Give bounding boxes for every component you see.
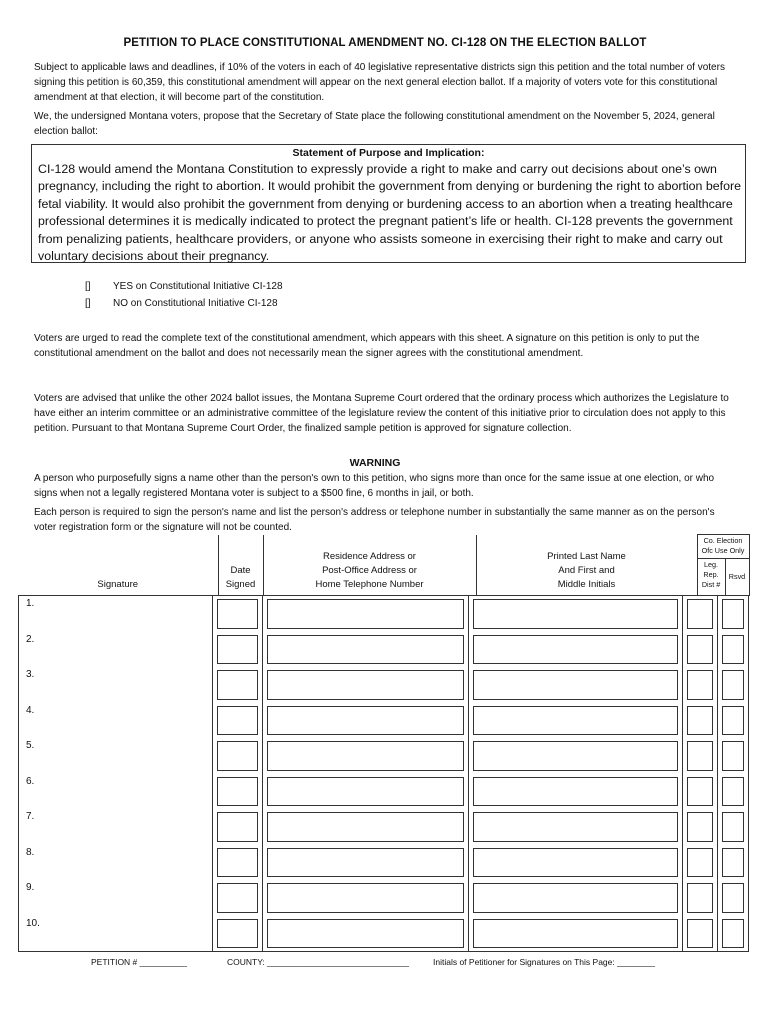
rsvd-cell[interactable] (717, 774, 748, 810)
entry-box[interactable] (473, 883, 677, 913)
address-cell[interactable] (263, 703, 469, 739)
date-cell[interactable] (212, 880, 263, 916)
row-number: 4. (26, 704, 35, 716)
rsvd-cell[interactable] (717, 845, 748, 881)
row-number: 3. (26, 669, 35, 680)
address-header: Residence Address or Post-Office Address or Home Telephone Number (263, 535, 476, 596)
entry-box[interactable] (722, 777, 744, 807)
table-row (19, 738, 749, 774)
entry-box[interactable] (267, 706, 464, 736)
address-cell[interactable] (263, 916, 469, 952)
date-cell[interactable] (212, 774, 263, 810)
row-number: 6. (26, 775, 35, 787)
signature-cell[interactable] (19, 774, 213, 810)
date-cell[interactable] (212, 809, 263, 845)
notice-read-paragraph: Voters are urged to read the complete text of the constitutional amendment, which appears with this sheet. A signature on this petition is only to put the constitutional amendment on the ballot and does not necessarily mean the signer agrees with the constitutional amendment. (34, 333, 700, 359)
entry-box[interactable] (267, 670, 464, 700)
printed-name-cell[interactable] (469, 845, 682, 881)
entry-box[interactable] (687, 919, 713, 949)
petition-title: PETITION TO PLACE CONSTITUTIONAL AMENDMENT NO. CI-128 ON THE ELECTION BALLOT (123, 37, 647, 49)
entry-box[interactable] (473, 706, 677, 736)
row-number: 9. (26, 882, 35, 893)
leg-rep-cell[interactable] (682, 667, 717, 703)
statement-heading: Statement of Purpose and Implication: (292, 147, 485, 159)
entry-box[interactable] (687, 706, 713, 736)
signature-cell[interactable] (19, 596, 213, 632)
table-row (19, 703, 749, 739)
entry-box[interactable] (217, 741, 259, 771)
printed-name-cell[interactable] (469, 632, 682, 668)
entry-box[interactable] (722, 635, 744, 665)
entry-box[interactable] (722, 599, 744, 629)
entry-box[interactable] (217, 635, 259, 665)
office-use-header: Co. Election Ofc Use Only (697, 535, 749, 559)
entry-box[interactable] (473, 848, 677, 878)
date-cell[interactable] (212, 845, 263, 881)
table-row (19, 809, 749, 845)
address-cell[interactable] (263, 809, 469, 845)
entry-box[interactable] (722, 848, 744, 878)
rsvd-cell[interactable] (717, 738, 748, 774)
table-row (19, 632, 749, 668)
table-row (19, 916, 749, 952)
warning-heading: WARNING (349, 457, 401, 469)
entry-box[interactable] (473, 635, 677, 665)
entry-box[interactable] (473, 812, 677, 842)
leg-rep-cell[interactable] (682, 703, 717, 739)
entry-box[interactable] (473, 670, 677, 700)
printed-name-cell[interactable] (469, 809, 682, 845)
leg-rep-cell[interactable] (682, 809, 717, 845)
no-label: NO on Constitutional Initiative CI-128 (113, 298, 278, 309)
entry-box[interactable] (722, 919, 744, 949)
printed-name-cell[interactable] (469, 667, 682, 703)
leg-rep-cell[interactable] (682, 916, 717, 952)
leg-rep-cell[interactable] (682, 632, 717, 668)
address-cell[interactable] (263, 632, 469, 668)
entry-box[interactable] (217, 777, 259, 807)
leg-rep-cell[interactable] (682, 774, 717, 810)
leg-rep-cell[interactable] (682, 880, 717, 916)
entry-box[interactable] (687, 599, 713, 629)
entry-box[interactable] (722, 812, 744, 842)
rsvd-cell[interactable] (717, 703, 748, 739)
address-cell[interactable] (263, 845, 469, 881)
rsvd-cell[interactable] (717, 667, 748, 703)
yes-label: YES on Constitutional Initiative CI-128 (113, 281, 283, 292)
petitioner-initials-field[interactable]: Initials of Petitioner for Signatures on This Page: ________ (433, 957, 655, 967)
signature-cell[interactable] (19, 738, 213, 774)
entry-box[interactable] (217, 919, 259, 949)
warning-text: A person who purposefully signs a name other than the person's own to this petition, who signs more than once for the same issue at one election, or who signs when not a legally registered Montana voter is subject to a $500 fine, 6 months in jail, or both. (34, 473, 715, 499)
registration-requirement-text: Each person is required to sign the person's name and list the person's address or telephone number in substantially the same manner as on the person's voter registration form or the signature will not be counted. (34, 507, 715, 533)
row-number: 10. (26, 917, 40, 929)
leg-rep-cell[interactable] (682, 596, 717, 632)
statement-box (31, 144, 746, 263)
entry-box[interactable] (722, 670, 744, 700)
row-number: 2. (26, 633, 35, 645)
county-field[interactable]: COUNTY: ______________________________ (227, 957, 409, 967)
leg-rep-cell[interactable] (682, 845, 717, 881)
entry-box[interactable] (722, 741, 744, 771)
printed-name-header: Printed Last Name And First and Middle Initials (476, 535, 697, 596)
signature-header: Signature (18, 535, 218, 596)
entry-box[interactable] (267, 635, 464, 665)
signature-cell[interactable] (19, 880, 213, 916)
intro-paragraph: Subject to applicable laws and deadlines, if 10% of the voters in each of 40 legislative representative districts sign this petition and the total number of voters signing this petition is 60,359, this constitutional amendment will appear on the next general election ballot. If a majority of voters vote for this constitutional amendment at that election, it will become part of the constitution. (34, 62, 725, 103)
signature-table (18, 534, 750, 596)
signature-cell[interactable] (19, 845, 213, 881)
signature-cell[interactable] (19, 703, 213, 739)
signature-cell[interactable] (19, 667, 213, 703)
entry-box[interactable] (687, 848, 713, 878)
row-number: 5. (26, 740, 35, 751)
entry-box[interactable] (687, 883, 713, 913)
entry-box[interactable] (267, 777, 464, 807)
row-number: 8. (26, 846, 35, 858)
date-cell[interactable] (212, 667, 263, 703)
entry-box[interactable] (267, 812, 464, 842)
entry-box[interactable] (473, 599, 677, 629)
entry-box[interactable] (217, 706, 259, 736)
signature-rows (18, 595, 749, 952)
address-cell[interactable] (263, 667, 469, 703)
date-cell[interactable] (212, 703, 263, 739)
entry-box[interactable] (473, 919, 677, 949)
printed-name-cell[interactable] (469, 916, 682, 952)
printed-name-cell[interactable] (469, 596, 682, 632)
rsvd-cell[interactable] (717, 880, 748, 916)
table-row (19, 667, 749, 703)
rsvd-cell[interactable] (717, 809, 748, 845)
table-row (19, 880, 749, 916)
entry-box[interactable] (267, 848, 464, 878)
row-number: 1. (26, 598, 35, 609)
signature-cell[interactable] (19, 632, 213, 668)
entry-box[interactable] (722, 883, 744, 913)
row-number: 7. (26, 811, 35, 822)
entry-box[interactable] (722, 706, 744, 736)
entry-box[interactable] (267, 919, 464, 949)
entry-box[interactable] (687, 635, 713, 665)
petition-number-field[interactable]: PETITION # __________ (91, 957, 187, 967)
address-cell[interactable] (263, 774, 469, 810)
entry-box[interactable] (267, 599, 464, 629)
address-cell[interactable] (263, 738, 469, 774)
signature-cell[interactable] (19, 809, 213, 845)
entry-box[interactable] (267, 883, 464, 913)
table-row (19, 596, 749, 632)
address-cell[interactable] (263, 596, 469, 632)
signature-cell[interactable] (19, 916, 213, 952)
ballot-option-yes (85, 279, 283, 294)
printed-name-cell[interactable] (469, 774, 682, 810)
entry-box[interactable] (217, 599, 259, 629)
rsvd-cell[interactable] (717, 632, 748, 668)
entry-box[interactable] (217, 812, 259, 842)
proposal-paragraph: We, the undersigned Montana voters, propose that the Secretary of State place the following constitutional amendment on the November 5, 2024, general election ballot: (34, 111, 715, 137)
entry-box[interactable] (687, 812, 713, 842)
rsvd-cell[interactable] (717, 916, 748, 952)
entry-box[interactable] (217, 670, 259, 700)
leg-rep-cell[interactable] (682, 738, 717, 774)
notice-court-paragraph: Voters are advised that unlike the other 2024 ballot issues, the Montana Supreme Court ordered that the ordinary process which authorizes the Legislature to have either an interim committee or an administrative committee of the legislature review the content of this initiative prior to circulation does not apply to this petition. Pursuant to that Montana Supreme Court Order, the finalized sample petition is approved for signature collection. (34, 393, 729, 434)
leg-rep-dist-header: Leg. Rep. Dist # (697, 559, 725, 596)
rsvd-cell[interactable] (717, 596, 748, 632)
date-cell[interactable] (212, 916, 263, 952)
entry-box[interactable] (473, 777, 677, 807)
entry-box[interactable] (687, 670, 713, 700)
entry-box[interactable] (217, 848, 259, 878)
entry-box[interactable] (473, 741, 677, 771)
printed-name-cell[interactable] (469, 703, 682, 739)
entry-box[interactable] (687, 741, 713, 771)
date-signed-header: Date Signed (218, 535, 263, 596)
date-cell[interactable] (212, 596, 263, 632)
printed-name-cell[interactable] (469, 880, 682, 916)
no-checkbox[interactable]: [] (85, 298, 91, 309)
rsvd-header: Rsvd (725, 559, 749, 596)
table-row (19, 774, 749, 810)
entry-box[interactable] (217, 883, 259, 913)
printed-name-cell[interactable] (469, 738, 682, 774)
date-cell[interactable] (212, 738, 263, 774)
entry-box[interactable] (687, 777, 713, 807)
address-cell[interactable] (263, 880, 469, 916)
entry-box[interactable] (267, 741, 464, 771)
ballot-option-no (85, 296, 278, 311)
signature-rows-table (18, 595, 749, 952)
statement-body: CI-128 would amend the Montana Constitution to expressly provide a right to make and carry out decisions about one’s own pregnancy, including the right to abortion. It would prohibit the government from denying or burdening the right to abortion before fetal viability. It would also prohibit the government from denying or burdening access to an abortion when a treating healthcare professional determines it is medically indicated to protect the pregnant patient’s life or health. CI-128 prevents the government from penalizing patients, healthcare providers, or anyone who assists someone in exercising their right to make and carry out voluntary decisions about their pregnancy. (38, 162, 742, 264)
yes-checkbox[interactable]: [] (85, 281, 91, 292)
date-cell[interactable] (212, 632, 263, 668)
table-row (19, 845, 749, 881)
